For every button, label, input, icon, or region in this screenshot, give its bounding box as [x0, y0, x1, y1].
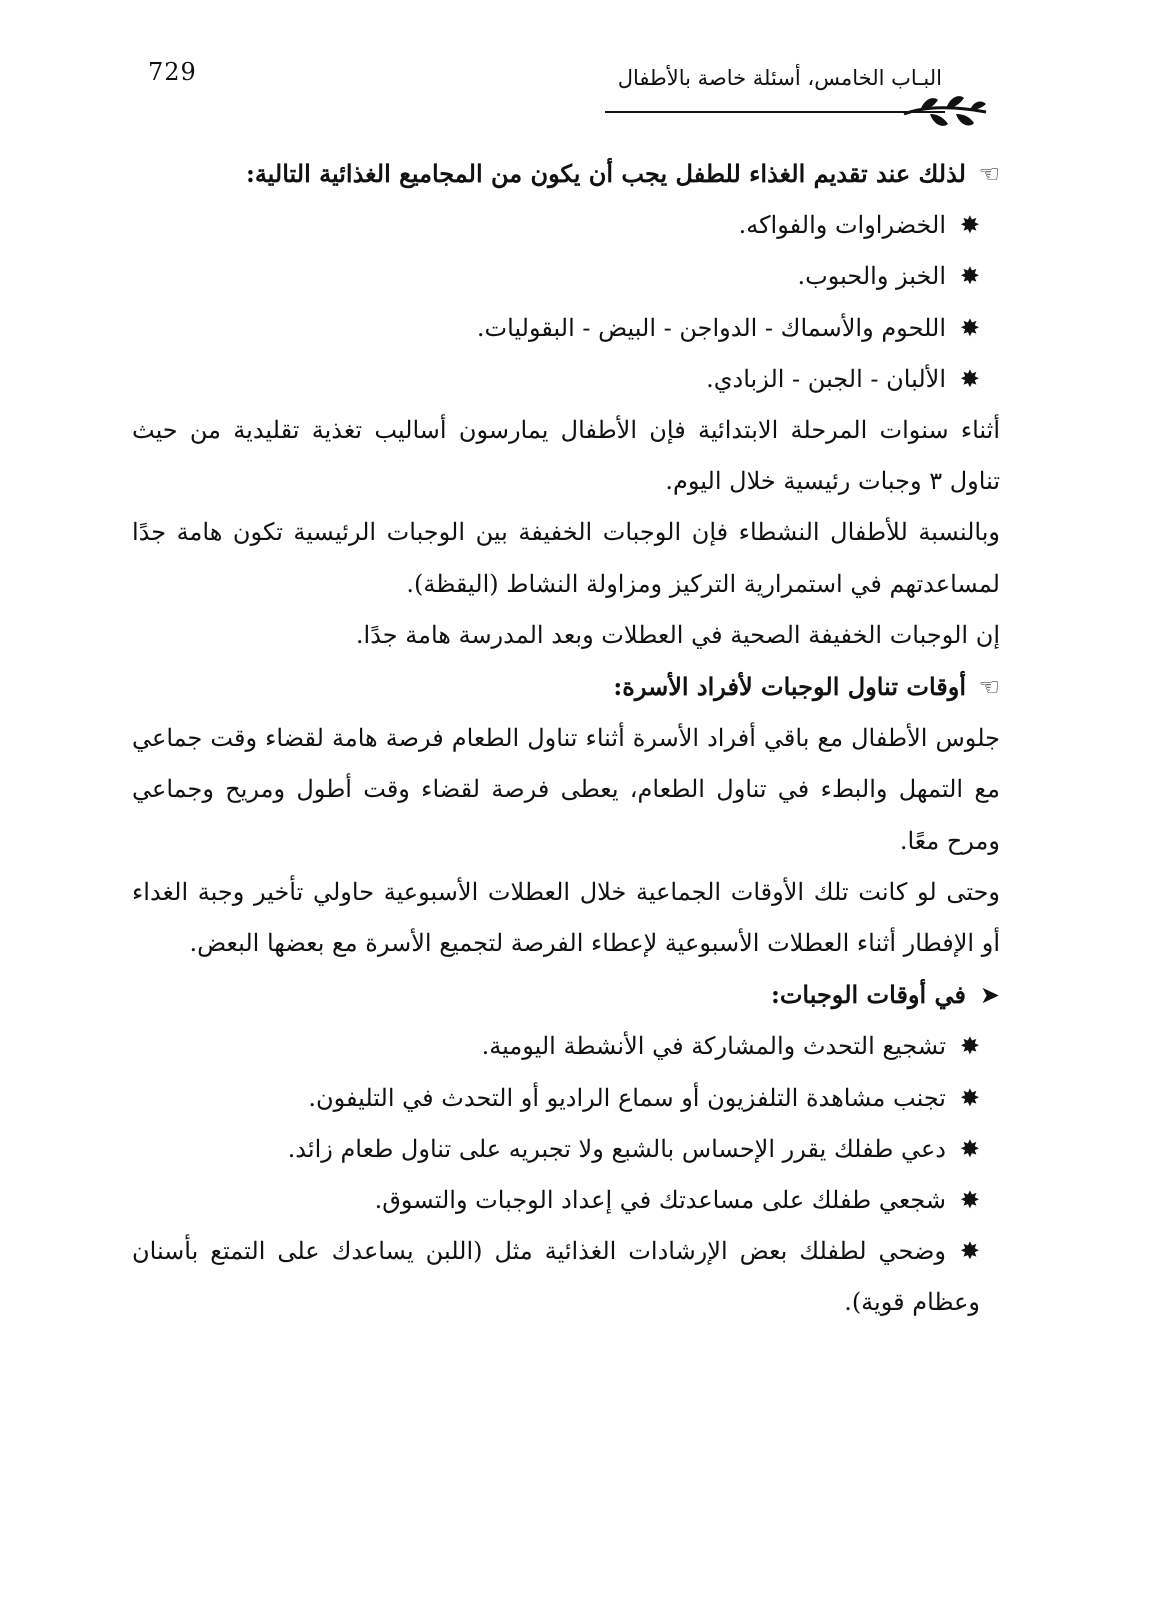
arrow-bullet-icon: ➤ — [979, 981, 1000, 1010]
paragraph-weekends: وحتى لو كانت تلك الأوقات الجماعية خلال العطلات الأسبوعية حاولي تأخير وجبة الغداء أو الإفطار أثناء العطلات الأسبوعية لإعطاء الفرصة لتجميع الأسرة مع بعضها البعض. — [132, 877, 1000, 958]
paragraph-healthy-snacks: إن الوجبات الخفيفة الصحية في العطلات وبعد المدرسة هامة جدًا. — [355, 620, 1000, 649]
leaf-ornament-icon — [900, 92, 990, 132]
star-bullet-icon: ✸ — [959, 1032, 980, 1061]
food-group-item: ✸اللحوم والأسماك - الدواجن - البيض - البقوليات. — [132, 303, 1000, 354]
star-bullet-icon: ✸ — [959, 1134, 980, 1163]
paragraph-primary-school: أثناء سنوات المرحلة الابتدائية فإن الأطفال يمارسون أساليب تغذية تقليدية من حيث تناول ٣ وجبات رئيسية خلال اليوم. — [132, 416, 1001, 496]
hand-pointer-icon: ☜ — [978, 673, 1000, 702]
page-number: 729 — [148, 58, 197, 86]
page-body — [132, 148, 1000, 1329]
tip-item: ✸دعي طفلك يقرر الإحساس بالشبع ولا تجبريه على تناول طعام زائد. — [132, 1124, 1000, 1175]
food-group-item: ✸الخضراوات والفواكه. — [132, 200, 1000, 251]
star-bullet-icon: ✸ — [959, 364, 980, 393]
tip-item: ✸وضحي لطفلك بعض الإرشادات الغذائية مثل (اللبن يساعدك على التمتع بأسنان وعظام قوية). — [132, 1226, 1000, 1328]
star-bullet-icon: ✸ — [959, 262, 980, 291]
family-meals-heading: ☜أوقات تناول الوجبات لأفراد الأسرة: — [132, 661, 1000, 713]
star-bullet-icon: ✸ — [959, 313, 980, 342]
star-bullet-icon: ✸ — [959, 1237, 980, 1266]
star-bullet-icon: ✸ — [959, 1186, 980, 1215]
star-bullet-icon: ✸ — [959, 1083, 980, 1112]
food-group-item: ✸الخبز والحبوب. — [132, 251, 1000, 302]
tip-item: ✸تشجيع التحدث والمشاركة في الأنشطة اليومية. — [132, 1021, 1000, 1072]
header-rule — [605, 111, 945, 113]
paragraph-active-children: وبالنسبة للأطفال النشطاء فإن الوجبات الخفيفة بين الوجبات الرئيسية تكون هامة جدًا لمساعدتهم في استمرارية التركيز ومزاولة النشاط (اليقظة). — [132, 518, 1000, 598]
hand-pointer-icon: ☜ — [978, 160, 1000, 188]
star-bullet-icon: ✸ — [959, 211, 980, 240]
paragraph-family-meals: جلوس الأطفال مع باقي أفراد الأسرة أثناء تناول الطعام فرصة هامة لقضاء وقت جماعي مع التمهل والبطء في تناول الطعام، يعطى فرصة لقضاء وقت أطول ومريح وجماعي ومرح معًا. — [132, 724, 1000, 855]
food-group-item: ✸الألبان - الجبن - الزبادي. — [132, 354, 1000, 405]
intro-heading: ☜لذلك عند تقديم الغذاء للطفل يجب أن يكون من المجاميع الغذائية التالية: — [132, 148, 1000, 200]
tip-item: ✸شجعي طفلك على مساعدتك في إعداد الوجبات والتسوق. — [132, 1175, 1000, 1226]
meal-times-heading: ➤في أوقات الوجبات: — [132, 969, 1000, 1021]
tip-item: ✸تجنب مشاهدة التلفزيون أو سماع الراديو أو التحدث في التليفون. — [132, 1073, 1000, 1124]
running-header: البـاب الخامس، أسئلة خاصة بالأطفال — [617, 66, 942, 90]
